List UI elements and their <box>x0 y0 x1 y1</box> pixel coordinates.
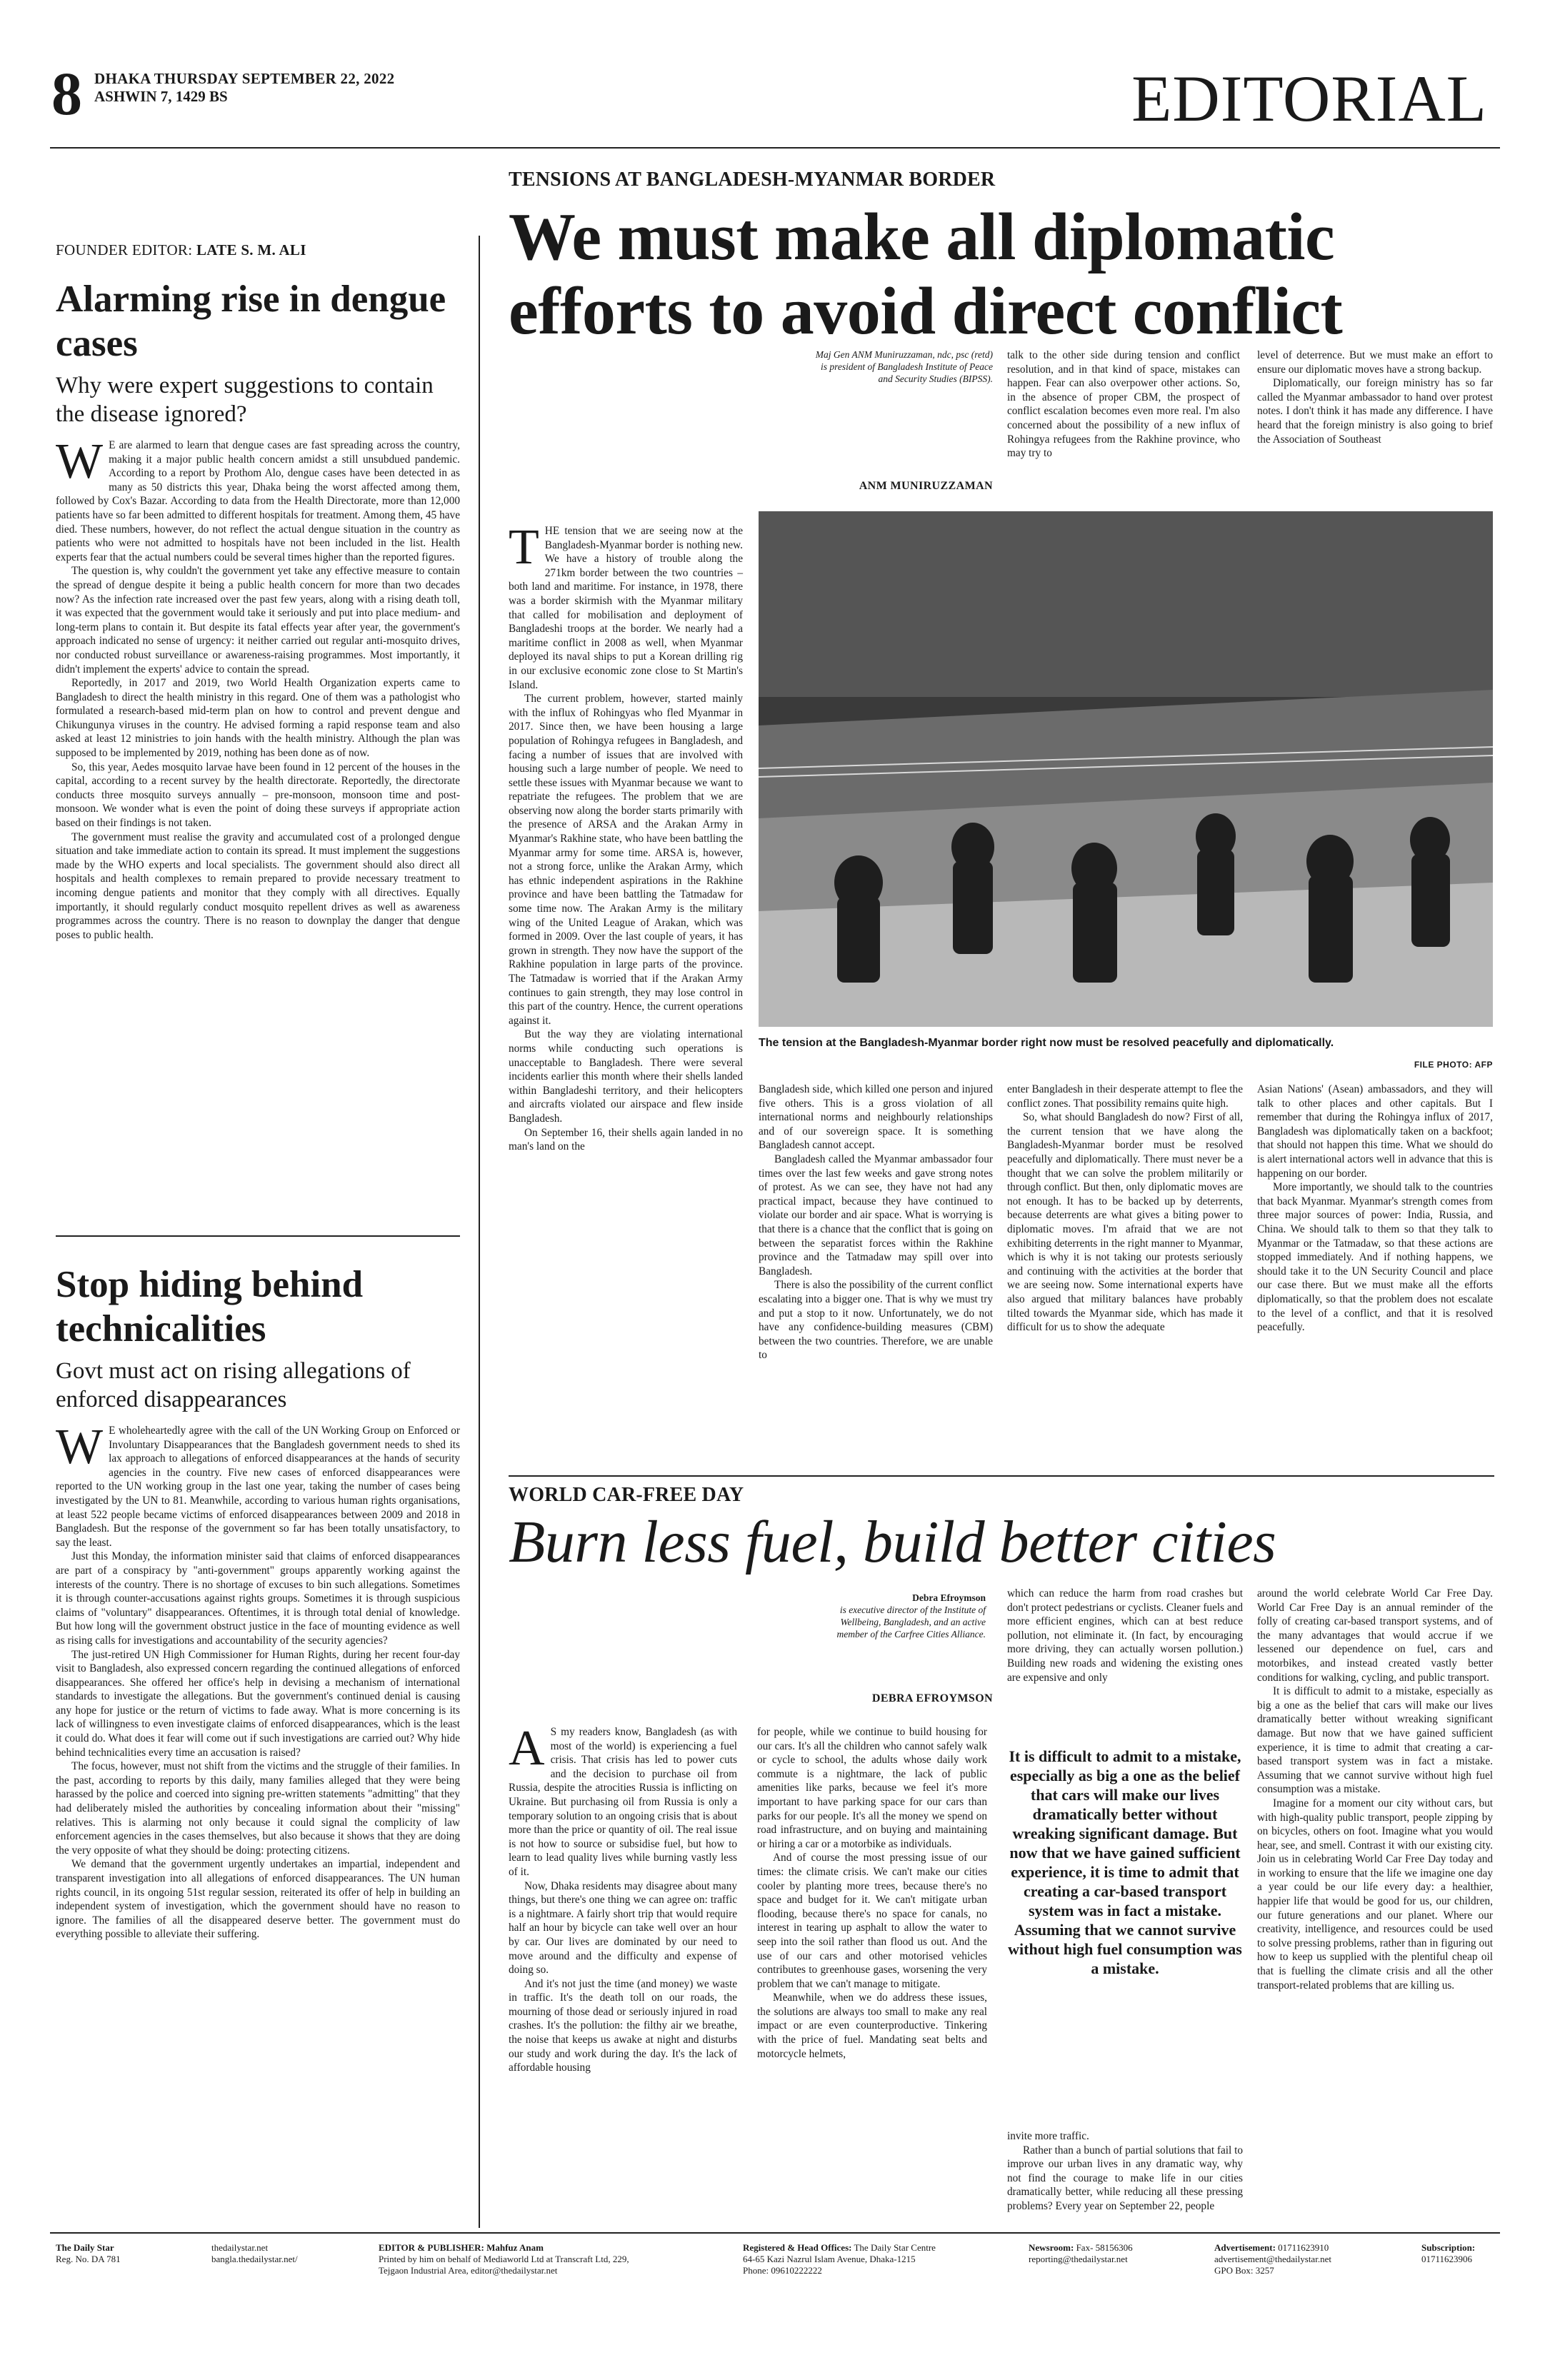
masthead-rule <box>50 147 1500 149</box>
op-ed-column <box>1257 1587 1493 1992</box>
paragraph: Reportedly, in 2017 and 2019, two World Health Organization experts came to Bangladesh to direct the health ministry in this regard. One of them was a pathologist who formulated a research-based mid-term plan on how to control and prevent dengue and Chikungunya viruses in the country. He advised forming a rapid response team and also asked at least 12 ministries to join hands with the health ministry. Although the plan was supposed to be implemented by 2019, nothing has been done as of now. <box>56 677 460 760</box>
paragraph: Now, Dhaka residents may disagree about many things, but there's one thing we can agree on: traffic is a nightmare. A fairly short trip that would require half an hour by bicycle can take well over an hour by car. Our lives are dominated by our need to move around and the difficulty and expense of doing so. <box>509 1879 737 1977</box>
newsroom-line: reporting@thedailystar.net <box>1029 2254 1128 2264</box>
paragraph: The focus, however, must not shift from the victims and the struggle of their families. In the past, according to reports by this daily, many families alleged that they were being harassed by the police and coerced into signing pre-written statements "admitting" that they had deliberately misled the authorities by concealing information about their "missing" relatives. This is alarming not only because it could signal the complicity of law enforcement agencies in the cases themselves, but also because it shows that they are doing the very opposite of what they should be doing: protecting citizens. <box>56 1760 460 1857</box>
editorial-deck: Govt must act on rising allegations of enforced disappearances <box>56 1358 411 1412</box>
footer-rule <box>50 2232 1500 2234</box>
paragraph: The just-retired UN High Commissioner for Human Rights, during her recent four-day visit to Bangladesh, also expressed concern regarding the continued allegations of enforced disappearances. She offered her office's help in devising a mechanism of international standards to investigate the allegations. But the government's continued denial is causing any hope for justice or the return of victims to fade away. What is more concerning is its lack of willingness to even investigate claims of enforced disappearances, which is the least it could do. What does it fear will come out if such investigations are carried out? Why hide behind technicalities every time an accusation is raised? <box>56 1648 460 1759</box>
paragraph: for people, while we continue to build housing for our cars. It's all the children who cannot safely walk or cycle to school, the adults whose daily work commute is a nightmare, the lack of public amenities like parks, because we feel it's more important to have parking space for our cars than parks for our people. It's all the money we spend on road infrastructure, and on buying and maintaining or hiring a car or a motorbike as individuals. <box>757 1726 987 1850</box>
photo-caption: The tension at the Bangladesh-Myanmar border right now must be resolved peacefully and diplomatically. <box>759 1037 1334 1049</box>
drop-cap: W <box>56 434 104 489</box>
ad-line: advertisement@thedailystar.net <box>1214 2254 1331 2264</box>
paragraph: Meanwhile, when we do address these issues, the solutions are always too small to make any real impact or are even counterproductive. Tinkering with the price of fuel. Mandating seat belts and motorcycle helmets, <box>757 1992 987 2060</box>
footer-web <box>211 2242 298 2265</box>
border-photo <box>759 511 1493 1027</box>
ad-line: 01711623910 <box>1278 2242 1329 2253</box>
web-link[interactable]: thedailystar.net <box>211 2242 269 2253</box>
photo-credit: FILE PHOTO: AFP <box>1414 1060 1493 1070</box>
paragraph: More importantly, we should talk to the countries that back Myanmar. Myanmar's strength comes from three major sources of power: India, Russia, and China. We should talk to them so that they talk to Myanmar or the Tatmadaw, so that these actions are stopped immediately. And if nothing happens, we should take it to the UN Security Council and place our case there. But we must make all the efforts diplomatically, so that the problem does not escalate to the level of a conflict, and that it is resolved peacefully. <box>1257 1181 1493 1334</box>
editorial-body <box>56 434 460 942</box>
footer-publisher <box>379 2242 629 2276</box>
paragraph: invite more traffic. <box>1007 2130 1089 2142</box>
footer-ad <box>1214 2242 1331 2276</box>
editorial-divider <box>56 1235 460 1237</box>
editorial-headline: Stop hiding behind technicalities <box>56 1264 364 1350</box>
founder-editor <box>56 241 306 259</box>
paragraph: Bangladesh side, which killed one person and injured five others. This is a gross violation of all international norms and neighbourly relationships and of our sovereign space. It is something Bangladesh cannot accept. <box>759 1083 993 1152</box>
op-ed-column <box>509 1721 737 2075</box>
paragraph: The question is, why couldn't the government yet take any effective measure to contain the spread of dengue despite it being a public health concern for more than two decades now? As the infection rate increased over the past few years, along with a rising death toll, it was expected that the government would take it seriously and put into place medium- and long-term plans to contain it. But despite its fatal effects year after year, the government's approach indicated no sense of urgency: it neither carried out regular anti-mosquito drives, nor conducted robust surveillance or awareness-raising programmes. Most importantly, it didn't implement the experts' advice to contain the spread. <box>56 565 460 676</box>
paragraph: E are alarmed to learn that dengue cases are fast spreading across the country, making it a major public health concern amidst a still unsubdued pandemic. According to a report by Prothom Alo, dengue cases have been detected in as many as 50 districts this year, Dhaka being the worst affected among them, followed by Cox's Bazar. According to data from the Health Directorate, more than 12,000 patients have so far been admitted to different hospitals for treatment. Among them, 45 have died. These numbers, however, do not reflect the actual dengue situation in the country as patients who were not admitted to hospitals have not been included in the list. Health experts fear that the actual numbers could be several times higher than the reported figures. <box>56 439 460 563</box>
editorial-deck: Why were expert suggestions to contain the disease ignored? <box>56 373 434 427</box>
op-ed-column <box>1007 1587 1243 1684</box>
office-line: 64-65 Kazi Nazrul Islam Avenue, Dhaka-1215 <box>743 2254 916 2264</box>
page-number: 8 <box>51 59 82 128</box>
newsroom-label: Newsroom: <box>1029 2242 1074 2253</box>
drop-cap: W <box>56 1420 104 1475</box>
footer-paper <box>56 2242 121 2265</box>
footer-newsroom <box>1029 2242 1133 2265</box>
author-bio <box>807 1592 986 1640</box>
publisher-name: Mahfuz Anam <box>486 2242 544 2253</box>
printed-address: Tejgaon Industrial Area, editor@thedailystar.net <box>379 2265 558 2276</box>
paragraph: The current problem, however, started mainly with the influx of Rohingyas who fled Myanmar in 2017. Since then, we have been housing a large population of Rohingya refugees in Bangladesh, and facing a number of issues that are involved with housing such a large number of people. We need to settle these issues with Myanmar because we want to repatriate the refugees. The problem that we are observing now along the border starts primarily with the presence of ARSA and the Arakan Army in Myanmar's Rakhine state, who have been battling the Myanmar army for some time. ARSA is, however, not a strong force, unlike the Arakan Army, which has ethnic independent aspirations in the Rakhine province and have been battling the Tatmadaw for some time now. The Arakan Army is the military wing of the United League of Arakan, which was formed in 2009. Over the last couple of years, it has grown in strength. They now have the support of the Rakhine population in large parts of the province. The Tatmadaw is worried that if the Arakan Army continues to gain strength, they may lose control in this part of the country. Hence, the current operations against it. <box>509 693 743 1027</box>
paragraph: On September 16, their shells again landed in no man's land on the <box>509 1126 743 1153</box>
border-photo-illustration <box>759 511 1493 1027</box>
web-link[interactable]: bangla.thedailystar.net/ <box>211 2254 298 2264</box>
author-bio: Maj Gen ANM Muniruzzaman, ndc, psc (retd) is president of Bangladesh Institute of Peace and Security Studies (BIPSS). <box>815 349 993 384</box>
op-ed-column <box>1007 2129 1243 2214</box>
office-line: Phone: 09610222222 <box>743 2265 822 2276</box>
paragraph: There is also the possibility of the current conflict escalating into a bigger one. That is why we must try and put a stop to it now. Unfortunately, we do not have any confidence-building measures (CBM) between the two countries. Therefore, we are unable to <box>759 1279 993 1362</box>
paragraph: Imagine for a moment our city without cars, but with high-quality public transport, people zipping by on bicycles, others on foot. Imagine what you would hear, see, and smell. Contrast it with our existing city. Join us in celebrating World Car Free Day today and in working to ensure that the life we imagine one day a year could be our life every day: a healthier, happier life that would be good for us, our children, our future generations and our planet. Where our creativity, intelligence, and resources could be used to solve pressing problems, rather than in figuring out how to keep us supplied with the plentiful cheap oil that is fuelling the climate crisis and all the other transport-related problems that are killing us. <box>1257 1797 1493 1992</box>
editorial-dengue <box>56 277 460 942</box>
paper-name: The Daily Star <box>56 2242 114 2253</box>
op-ed-column <box>1007 348 1240 461</box>
paragraph: Asian Nations' (Asean) ambassadors, and they will talk to other places and other capitals. But I remember that during the Rohingya influx of 2017, Bangladesh was diplomatically taken on a backfoot; that should not happen this time. What we should do is alert international actors well in advance that this is happening on our border. <box>1257 1083 1493 1180</box>
section-divider <box>509 1475 1494 1477</box>
op-ed-kicker: TENSIONS AT BANGLADESH-MYANMAR BORDER <box>509 169 996 191</box>
pull-quote: It is difficult to admit to a mistake, especially as big a one as the belief that cars will make our lives dramatically better without wreaking significant damage. But now that we have gained sufficient experience, it is time to admit that creating a car-based transport system was in fact a mistake. Assuming that we cannot survive without high fuel consumption was a mistake. <box>1008 1747 1242 1977</box>
column-divider <box>479 236 480 2228</box>
paragraph: enter Bangladesh in their desperate attempt to flee the conflict zones. That possibility remains quite high. <box>1007 1083 1243 1110</box>
paragraph: We demand that the government urgently undertakes an impartial, independent and transparent investigation into all allegations of enforced disappearances. The UN human rights council, in its ongoing 51st regular session, reiterated its offer of help in building an independent system of investigation, which the government should have no reason to ignore. The families of all the disappeared deserve better. The government must do everything possible to alleviate their suffering. <box>56 1858 460 1941</box>
op-ed-headline: Burn less fuel, build better cities <box>509 1509 1276 1575</box>
paragraph: S my readers know, Bangladesh (as with most of the world) is experiencing a fuel crisis. That crisis has led to power cuts and the decision to purchase oil from Russia, despite the atrocities Russia is inflicting on Ukraine. But purchasing oil from Russia is only a temporary solution to an ongoing crisis that is about more than the price or quantity of oil. The real issue is not how to source or subsidise fuel, but how to learn to lead quality lives while burning vastly less of it. <box>509 1726 737 1878</box>
paragraph: So, this year, Aedes mosquito larvae have been found in 12 percent of the houses in the capital, according to a recent survey by the health directorate. Reportedly, the directorate conducts three mosquito surveys annually – pre-monsoon, monsoon time and post-monsoon. We wonder what is even the point of doing these surveys if appropriate action based on their findings is not taken. <box>56 760 460 830</box>
publisher-label: EDITOR & PUBLISHER: <box>379 2242 484 2253</box>
founder-label: FOUNDER EDITOR: <box>56 241 193 258</box>
office-label: Registered & Head Offices: <box>743 2242 852 2253</box>
section-title: EDITORIAL <box>1131 62 1487 135</box>
paragraph: Bangladesh called the Myanmar ambassador four times over the last few weeks and gave strong notes of protest. As we can see, they have not had any practical impact, because they have continued to violate our border and air space. What is worrying is that there is a chance that the conflict that is going on between the separatist forces within the Rakhine province and the Tatmadaw may spill over into Bangladesh. <box>759 1153 993 1277</box>
office-line: The Daily Star Centre <box>854 2242 936 2253</box>
paragraph: So, what should Bangladesh do now? First of all, the current tension that we have along the Bangladesh-Myanmar border must be resolved peacefully and diplomatically. There must never be a thought that we can solve the problem militarily or through conflict. But then, only diplomatic moves are not enough. It has to be backed up by deterrents, because deterrents are what gives a biting power to diplomatic moves. I'm afraid that we are not exhibiting deterrents in the right manner to Myanmar, which is why it is not taking our protests seriously and continuing with the activities at the border that we are seeing now. Some international experts have also argued that military balances have probably tilted towards the Myanmar side, which has made it difficult for us to show the adequate <box>1007 1111 1243 1334</box>
bangla-date: ASHWIN 7, 1429 BS <box>94 88 228 105</box>
op-ed-column <box>757 1725 987 2061</box>
op-ed-column <box>1257 1083 1493 1335</box>
founder-name: LATE S. M. ALI <box>196 241 306 258</box>
op-ed-column <box>509 520 743 1154</box>
paragraph: But the way they are violating international norms while conducting such operations is unacceptable to Bangladesh. There were several incidents earlier this month where their shells landed within Bangladeshi territory, and their helicopters and aircrafts violated our airspace and flew inside Bangladesh. <box>509 1028 743 1125</box>
editorial-body <box>56 1420 460 1942</box>
paragraph: E wholeheartedly agree with the call of the UN Working Group on Enforced or Involuntary Disappearances that the Bangladesh government needs to shed its lax approach to allegations of enforced disappearances at the hands of security agencies in the country. Five new cases of enforced disappearances were reported to the UN working group in the last one year, taking the number of cases being investigated by the UN to 81. Meanwhile, according to various human rights organisations, at least 522 people became victims of enforced disappearances between 2009 and 2018 in Bangladesh. But the response of the government so far has been totally unsatisfactory, to say the least. <box>56 1425 460 1549</box>
paragraph: And of course the most pressing issue of our times: the climate crisis. We can't make our cities cooler by planting more trees, because there's no space and budget for it. We can't mitigate urban flooding, because there's no space for canals, no interest in tearing up asphalt to allow the water to seep into the soil rather than flood us out. And the use of our cars and other motorised vehicles contributes to greenhouse gases, worsening the very problem that we can't manage to mitigate. <box>757 1852 987 1990</box>
op-ed-headline: We must make all diplomatic efforts to avoid direct conflict <box>509 200 1343 348</box>
op-ed-column <box>1007 1083 1243 1335</box>
paragraph: It is difficult to admit to a mistake, especially as big a one as the belief that cars will make our lives dramatically better without wreaking significant damage. But now that we have gained sufficient experience, it is time to admit that creating a car-based transport system was in fact a mistake. Assuming that we cannot survive without high fuel consumption was a mistake. <box>1257 1685 1493 1796</box>
printed-by: Printed by him on behalf of Mediaworld Ltd at Transcraft Ltd, 229, <box>379 2254 629 2264</box>
date-line: DHAKA THURSDAY SEPTEMBER 22, 2022 <box>94 70 395 87</box>
author-name: ANM MUNIRUZZAMAN <box>859 480 993 492</box>
paragraph: level of deterrence. But we must make an effort to ensure our diplomatic moves have a strong backup. <box>1257 349 1493 376</box>
paragraph: And it's not just the time (and money) we waste in traffic. It's the death toll on our roads, the mourning of those dead or seriously injured in road crashes. It's the pollution: the filthy air we breathe, the noise that keeps us awake at night and disturbs our study and work during the day. It's the lack of affordable housing <box>509 1977 737 2074</box>
newsroom-line: Fax- 58156306 <box>1076 2242 1133 2253</box>
paragraph: Rather than a bunch of partial solutions that fail to improve our urban lives in any dramatic way, why not find the courage to make life in our cities dramatically better, while reducing all these pressing problems? Every year on September 22, people <box>1007 2144 1243 2212</box>
sub-line: 01711623906 <box>1421 2254 1473 2264</box>
reg-no: Reg. No. DA 781 <box>56 2254 121 2264</box>
author-name: DEBRA EFROYMSON <box>871 1692 993 1704</box>
ad-line: GPO Box: 3257 <box>1214 2265 1274 2276</box>
ad-label: Advertisement: <box>1214 2242 1276 2253</box>
footer-office <box>743 2242 936 2276</box>
paragraph: Diplomatically, our foreign ministry has so far called the Myanmar ambassador to hand over protest notes. I don't think it has made any difference. I have heard that the foreign ministry is also going to brief the Association of Southeast <box>1257 377 1493 446</box>
paragraph: talk to the other side during tension and conflict resolution, and in that kind of space, mistakes can happen. Fear can also overpower other actions. So, in the absence of proper CBM, the prospect of conflict escalation becomes even more real. I'm also concerned about the possibility of a new influx of Rohingya refugees from the Rakhine province, who may try to <box>1007 349 1240 460</box>
paragraph: The government must realise the gravity and accumulated cost of a prolonged dengue situation and take immediate action to contain its spread. It must implement the suggestions made by the WHO experts and local specialists. The government should also direct all hospitals and health complexes to remain prepared to provide necessary treatment to incoming dengue patients and monitor that they comply with all directives. Equally importantly, it should regularly conduct mosquito repellent drives as well as awareness programmes across the country. There is no reason to downplay the danger that dengue poses to public health. <box>56 830 460 941</box>
paragraph: HE tension that we are seeing now at the Bangladesh-Myanmar border is nothing new. We have a history of trouble along the 271km border between the two countries – both land and maritime. For instance, in 1978, there was a border skirmish with the Myanmar military that called for mobilisation and deployment of Bangladeshi troops at the border. We nearly had a maritime conflict in 2008 as well, when Myanmar deployed its naval ships to put a Korean drilling rig in our exclusive economic zone close to St Martin's Island. <box>509 525 743 691</box>
op-ed-kicker: WORLD CAR-FREE DAY <box>509 1484 744 1506</box>
op-ed-column <box>1257 348 1493 446</box>
paragraph: around the world celebrate World Car Free Day. World Car Free Day is an annual reminder of the folly of creating car-based transport systems, and of the many advantages that would accrue if we lessened our dependence on fuel, cars and motorbikes, and instead created vastly better conditions for walking, cycling, and public transport. <box>1257 1587 1493 1684</box>
paragraph: which can reduce the harm from road crashes but don't protect pedestrians or cyclists. Cleaner fuels and more efficient engines, which can at best reduce pollution, not eliminate it. (In fact, by encouraging more driving, they can actually worsen pollution.) Building new roads and widening the existing ones are expensive and only <box>1007 1587 1243 1684</box>
editorial-disappearances <box>56 1262 460 1942</box>
paragraph: Just this Monday, the information minister said that claims of enforced disappearances are part of a conspiracy by "anti-government" groups apparently working against the interests of the country. There is no shortage of excuses to bin such allegations. Sometimes it is through counter-accusations against rights groups. Sometimes it is through suspicious claims of "voluntary" disappearances. Oftentimes, it is through total denial of knowledge. But how long will the government obstruct justice in the face of mounting evidence as well as rising calls for investigations and accountability of the security agencies? <box>56 1550 460 1647</box>
author-bio-text: is executive director of the Institute of Wellbeing, Bangladesh, and an active member of the Carfree Cities Alliance. <box>836 1605 986 1640</box>
drop-cap: A <box>509 1721 545 1776</box>
sub-label: Subscription: <box>1421 2242 1476 2253</box>
author-bio-name: Debra Efroymson <box>912 1592 986 1603</box>
drop-cap: T <box>509 520 539 575</box>
editorial-headline: Alarming rise in dengue cases <box>56 278 446 364</box>
op-ed-column <box>759 1083 993 1362</box>
footer-subscription <box>1421 2242 1475 2265</box>
